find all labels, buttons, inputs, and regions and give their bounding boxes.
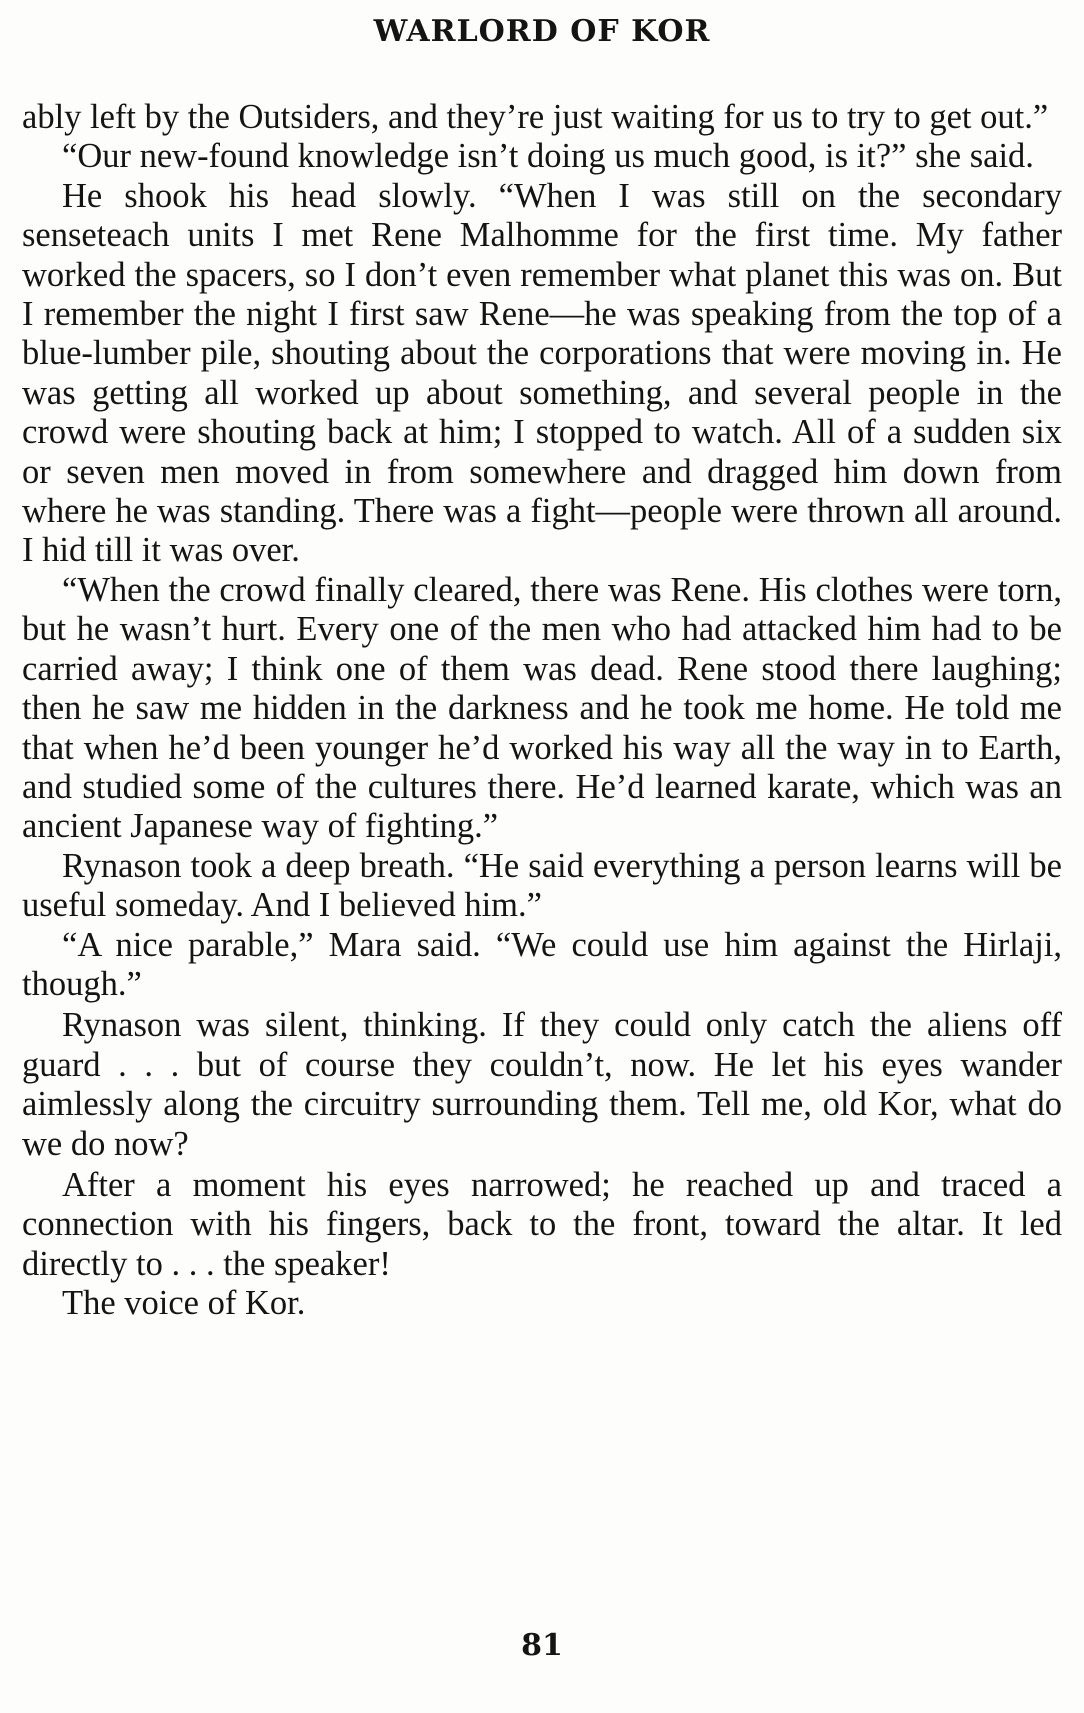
body-text <box>22 98 1062 1324</box>
paragraph: He shook his head slowly. “When I was still on the secondary senseteach units I met Rene Malhomme for the first time. My father worked the spacers, so I don’t even remember what planet this was on. But I remember the night I first saw Rene—he was speaking from the top of a blue-lumber pile, shouting about the corporations that were moving in. He was getting all worked up about something, and several people in the crowd were shouting back at him; I stopped to watch. All of a sudden six or seven men moved in from somewhere and dragged him down from where he was standing. There was a fight—people were thrown all around. I hid till it was over. <box>22 176 1062 570</box>
paragraph: “A nice parable,” Mara said. “We could use him against the Hirlaji, though.” <box>22 925 1062 1003</box>
running-title: WARLORD OF KOR <box>373 14 711 49</box>
paragraph: Rynason took a deep breath. “He said everything a person learns will be useful someday. And I believed him.” <box>22 846 1062 925</box>
paragraph: “Our new-found knowledge isn’t doing us much good, is it?” she said. <box>62 137 1034 176</box>
paragraph: Rynason was silent, thinking. If they could only catch the aliens off guard . . . but of course they couldn’t, now. He let his eyes wander aimlessly along the circuitry surrounding them. Tell me, old Kor, what do we do now? <box>22 1006 1062 1163</box>
paragraph: After a moment his eyes narrowed; he reached up and traced a connection with his fingers, back to the front, toward the altar. It led directly to . . . the speaker! <box>22 1165 1062 1283</box>
paragraph: ably left by the Outsiders, and they’re just waiting for us to try to get out.” <box>22 98 1049 136</box>
page-number: 81 <box>521 1628 563 1663</box>
paragraph: “When the crowd finally cleared, there was Rene. His clothes were torn, but he wasn’t hurt. Every one of the men who had attacked him had to be carried away; I think one of them was dead. Rene stood there laughing; then he saw me hidden in the darkness and he took me home. He told me that when he’d been younger he’d worked his way all the way in to Earth, and studied some of the cultures there. He’d learned karate, which was an ancient Japanese way of fighting.” <box>22 570 1062 846</box>
paragraph: The voice of Kor. <box>62 1284 306 1323</box>
